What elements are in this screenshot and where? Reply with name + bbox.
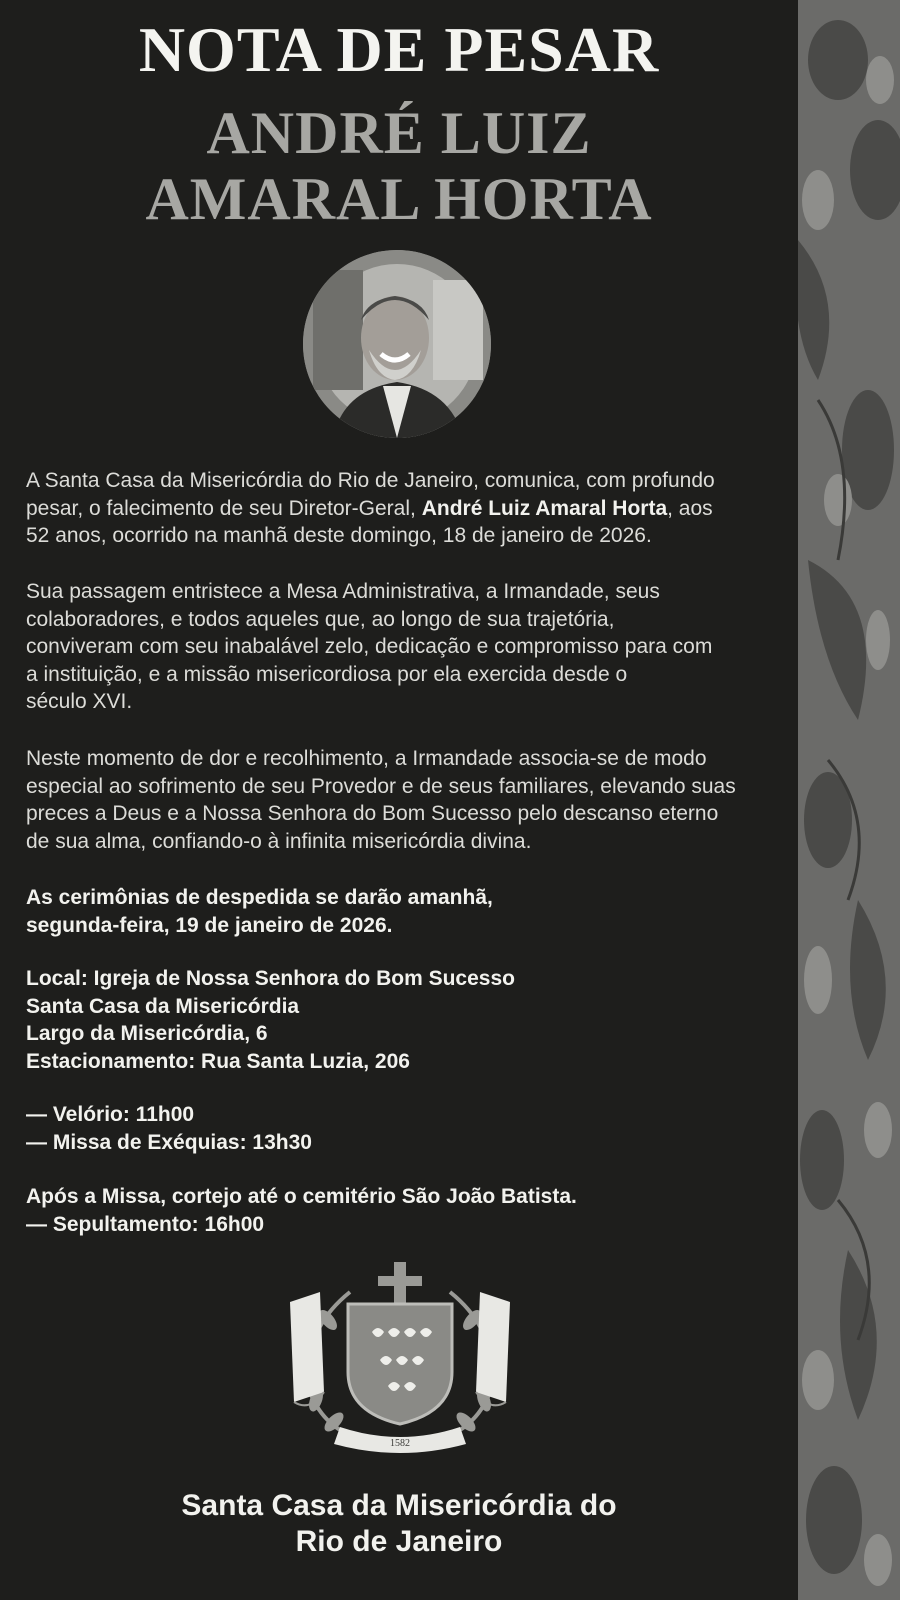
location-line: Local: Igreja de Nossa Senhora do Bom Sucesso: [26, 967, 515, 990]
paragraph-line: 52 anos, ocorrido na manhã deste domingo, 18 de janeiro de 2026.: [26, 524, 652, 547]
location-line: Estacionamento: Rua Santa Luzia, 206: [26, 1049, 410, 1073]
deceased-name: [0, 100, 798, 232]
ceremony-line: As cerimônias de despedida se darão amanhã,: [26, 886, 493, 909]
tribute-paragraph: [26, 578, 786, 716]
paragraph-line: a instituição, e a missão misericordiosa por ela exercida desde o: [26, 662, 628, 686]
paragraph-text: pesar, o falecimento de seu Diretor-Geral,: [26, 496, 422, 520]
schedule-item: — Missa de Exéquias: 13h30: [26, 1130, 312, 1154]
announcement-paragraph: [26, 467, 786, 550]
location-block: [26, 965, 786, 1075]
paragraph-line: de sua alma, confiando-o à infinita misericórdia divina.: [26, 829, 532, 853]
burial-line: — Sepultamento: 16h00: [26, 1212, 265, 1236]
schedule-block: [26, 1101, 786, 1156]
deceased-name-inline: André Luiz Amaral Horta: [421, 496, 668, 520]
burial-block: [26, 1183, 786, 1238]
seal-year: 1582: [390, 1438, 410, 1449]
condolence-paragraph: [26, 745, 786, 855]
deceased-name-line-1: ANDRÉ LUIZ: [206, 100, 592, 166]
paragraph-line: [26, 495, 786, 523]
paragraph-line: preces a Deus e a Nossa Senhora do Bom Sucesso pelo descanso eterno: [26, 802, 719, 825]
location-line: Largo da Misericórdia, 6: [26, 1022, 268, 1045]
paragraph-line: Sua passagem entristece a Mesa Administrativa, a Irmandade, seus: [26, 580, 660, 603]
institution-name-line-2: Rio de Janeiro: [295, 1525, 503, 1558]
page-title: NOTA DE PESAR: [138, 14, 660, 85]
ceremony-notice: [26, 884, 786, 939]
decorative-side-panel: [798, 0, 900, 1600]
paragraph-line: século XVI.: [26, 690, 133, 713]
institution-seal-icon: [280, 1262, 520, 1462]
institution-name-line-1: Santa Casa da Misericórdia do: [181, 1489, 617, 1522]
burial-line: Após a Missa, cortejo até o cemitério São João Batista.: [26, 1185, 577, 1208]
paragraph-line: A Santa Casa da Misericórdia do Rio de Janeiro, comunica, com profundo: [26, 469, 715, 492]
paragraph-line: especial ao sofrimento de seu Provedor e de seus familiares, elevando suas: [26, 774, 736, 798]
location-line: Santa Casa da Misericórdia: [26, 994, 300, 1018]
ceremony-line: segunda-feira, 19 de janeiro de 2026.: [26, 913, 393, 937]
deceased-portrait: [303, 250, 491, 438]
paragraph-text: , aos: [667, 496, 713, 520]
paragraph-line: conviveram com seu inabalável zelo, dedicação e compromisso para com: [26, 635, 713, 658]
institution-name: [0, 1488, 798, 1560]
paragraph-line: Neste momento de dor e recolhimento, a Irmandade associa-se de modo: [26, 747, 707, 770]
schedule-item: — Velório: 11h00: [26, 1103, 195, 1126]
paragraph-line: colaboradores, e todos aqueles que, ao longo de sua trajetória,: [26, 607, 615, 631]
deceased-name-line-2: AMARAL HORTA: [145, 166, 653, 232]
